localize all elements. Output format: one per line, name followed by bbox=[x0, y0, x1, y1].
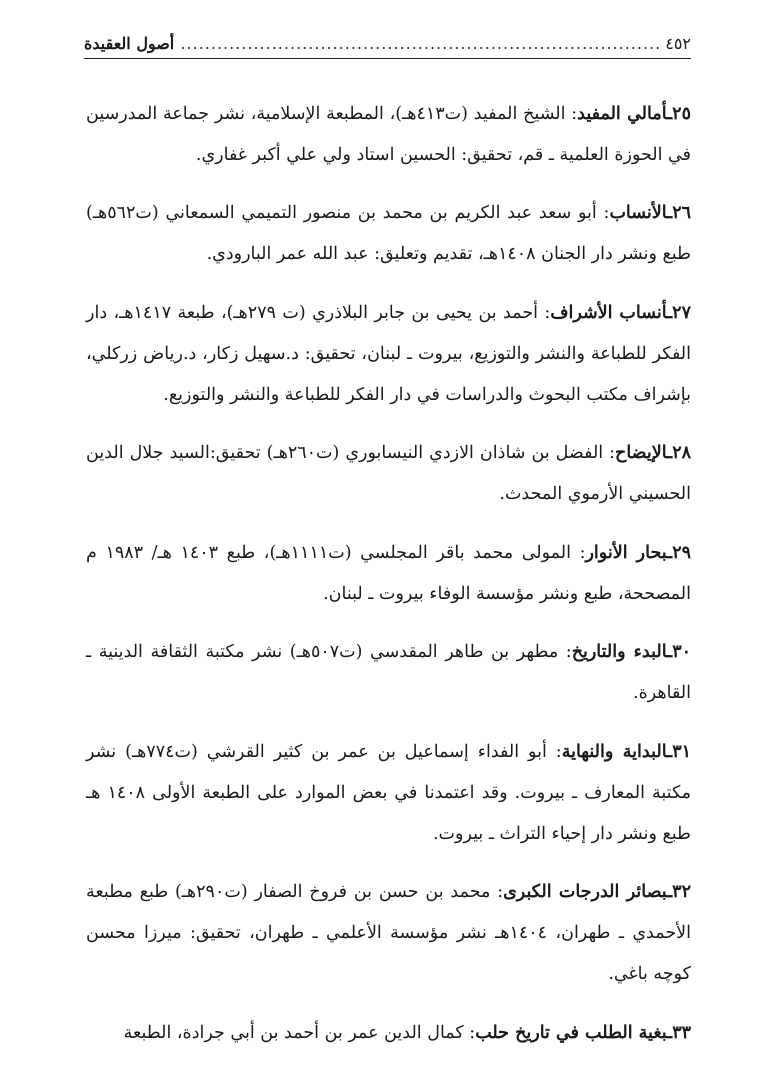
entry-title: بصائر الدرجات الكبرى bbox=[503, 882, 668, 902]
entry-number: ٢٥ bbox=[672, 103, 691, 124]
bibliography-entry: ٢٦ـالأنساب: أبو سعد عبد الكريم بن محمد بن منصور التميمي السمعاني (ت٥٦٢هـ) طبع ونشر دار الجنان ١٤٠٨هـ، تقديم وتعليق: عبد الله عمر البارودي. bbox=[86, 203, 691, 264]
entry-number: ٢٧ bbox=[672, 302, 691, 323]
entry-text: : محمد بن حسن بن فروخ الصفار (ت٢٩٠هـ) طبع مطبعة الأحمدي ـ طهران، ١٤٠٤هـ نشر مؤسسة الأعلمي ـ طهران، تحقيق: ميرزا محسن كوچه باغي. bbox=[86, 882, 691, 984]
entry-text: : الفضل بن شاذان الازدي النيسابوري (ت٢٦٠هـ) تحقيق:السيد جلال الدين الحسيني الأرموي المحدث. bbox=[86, 443, 691, 504]
entry-text: : أبو سعد عبد الكريم بن محمد بن منصور التميمي السمعاني (ت٥٦٢هـ) طبع ونشر دار الجنان ١٤٠٨هـ، تقديم وتعليق: عبد الله عمر البارودي. bbox=[86, 203, 691, 264]
bibliography-entry: ٢٧ـأنساب الأشراف: أحمد بن يحيى بن جابر البلاذري (ت ٢٧٩هـ)، طبعة ١٤١٧هـ، دار الفكر للطباعة والنشر والتوزيع، بيروت ـ لبنان، تحقيق: د.سهيل زكار، د.رياض زركلي، بإشراف مكتب البحوث والدراسات في دار الفكر للطباعة والنشر والتوزيع. bbox=[86, 302, 691, 405]
entry-title: بحار الأنوار bbox=[585, 542, 668, 563]
bibliography-entry: ٢٨ـالإيضاح: الفضل بن شاذان الازدي النيسابوري (ت٢٦٠هـ) تحقيق:السيد جلال الدين الحسيني الأرموي المحدث. bbox=[86, 443, 691, 504]
page-number: ٤٥٢ bbox=[665, 33, 691, 53]
entry-text: : كمال الدين عمر بن أحمد بن أبي جرادة، الطبعة bbox=[123, 1022, 476, 1043]
entry-title: بغية الطلب في تاريخ حلب bbox=[475, 1022, 668, 1043]
entry-text: : أحمد بن يحيى بن جابر البلاذري (ت ٢٧٩هـ)، طبعة ١٤١٧هـ، دار الفكر للطباعة والنشر والتوزيع، بيروت ـ لبنان، تحقيق: د.سهيل زكار، د.رياض زركلي، بإشراف مكتب البحوث والدراسات في دار الفكر للطباعة والنشر والتوزيع. bbox=[86, 302, 691, 405]
header-dot-leader bbox=[178, 34, 661, 53]
bibliography-entry: ٣١ـالبداية والنهاية: أبو الفداء إسماعيل بن عمر بن كثير القرشي (ت٧٧٤هـ) نشر مكتبة المعارف ـ بيروت. وقد اعتمدنا في بعض الموارد على الطبعة الأولى ١٤٠٨ هـ طبع ونشر دار إحياء التراث ـ بيروت. bbox=[86, 741, 691, 844]
running-header bbox=[84, 28, 691, 59]
bibliography-list bbox=[86, 76, 691, 1060]
entry-title: أنساب الأشراف bbox=[550, 302, 668, 323]
entry-title: أمالي المفيد bbox=[577, 103, 668, 124]
bibliography-entry: ٣٠ـالبدء والتاريخ: مطهر بن طاهر المقدسي (ت٥٠٧هـ) نشر مكتبة الثقافة الدينية ـ القاهرة. bbox=[86, 642, 691, 703]
bibliography-entry: ٣٣ـبغية الطلب في تاريخ حلب: كمال الدين عمر بن أحمد بن أبي جرادة، الطبعة bbox=[123, 1022, 691, 1043]
entry-text: : المولى محمد باقر المجلسي (ت١١١١هـ)، طبع ١٤٠٣ هـ/ ١٩٨٣ م المصححة، طبع ونشر مؤسسة الوفاء بيروت ـ لبنان. bbox=[86, 542, 691, 604]
entry-text: : الشيخ المفيد (ت٤١٣هـ)، المطبعة الإسلامية، نشر جماعة المدرسين في الحوزة العلمية ـ قم، تحقيق: الحسين استاد ولي علي أكبر غفاري. bbox=[86, 103, 691, 165]
entry-number: ٢٨ bbox=[672, 443, 691, 463]
entry-title: البداية والنهاية bbox=[561, 741, 668, 762]
entry-title: الأنساب bbox=[609, 203, 668, 223]
entry-title: الإيضاح bbox=[615, 443, 668, 463]
entry-text: : مطهر بن طاهر المقدسي (ت٥٠٧هـ) نشر مكتبة الثقافة الدينية ـ القاهرة. bbox=[86, 642, 691, 703]
entry-text: : أبو الفداء إسماعيل بن عمر بن كثير القرشي (ت٧٧٤هـ) نشر مكتبة المعارف ـ بيروت. وقد اعتمدنا في بعض الموارد على الطبعة الأولى ١٤٠٨ هـ طبع ونشر دار إحياء التراث ـ بيروت. bbox=[86, 741, 691, 844]
entry-number: ٢٦ bbox=[672, 203, 691, 223]
entry-number: ٢٩ bbox=[672, 542, 691, 563]
entry-number: ٣٣ bbox=[672, 1022, 691, 1043]
entry-title: البدء والتاريخ bbox=[571, 642, 668, 662]
entry-number: ٣٠ bbox=[672, 642, 691, 662]
bibliography-entry: ٣٢ـبصائر الدرجات الكبرى: محمد بن حسن بن فروخ الصفار (ت٢٩٠هـ) طبع مطبعة الأحمدي ـ طهران، ١٤٠٤هـ نشر مؤسسة الأعلمي ـ طهران، تحقيق: ميرزا محسن كوچه باغي. bbox=[86, 882, 691, 984]
bibliography-entry: ٢٩ـبحار الأنوار: المولى محمد باقر المجلسي (ت١١١١هـ)، طبع ١٤٠٣ هـ/ ١٩٨٣ م المصححة، طبع ونشر مؤسسة الوفاء بيروت ـ لبنان. bbox=[86, 542, 691, 604]
entry-number: ٣١ bbox=[672, 741, 691, 762]
bibliography-entry: ٢٥ـأمالي المفيد: الشيخ المفيد (ت٤١٣هـ)، المطبعة الإسلامية، نشر جماعة المدرسين في الحوزة العلمية ـ قم، تحقيق: الحسين استاد ولي علي أكبر غفاري. bbox=[86, 103, 691, 165]
header-title: أصول العقيدة bbox=[84, 33, 175, 53]
entry-number: ٣٢ bbox=[672, 882, 691, 902]
